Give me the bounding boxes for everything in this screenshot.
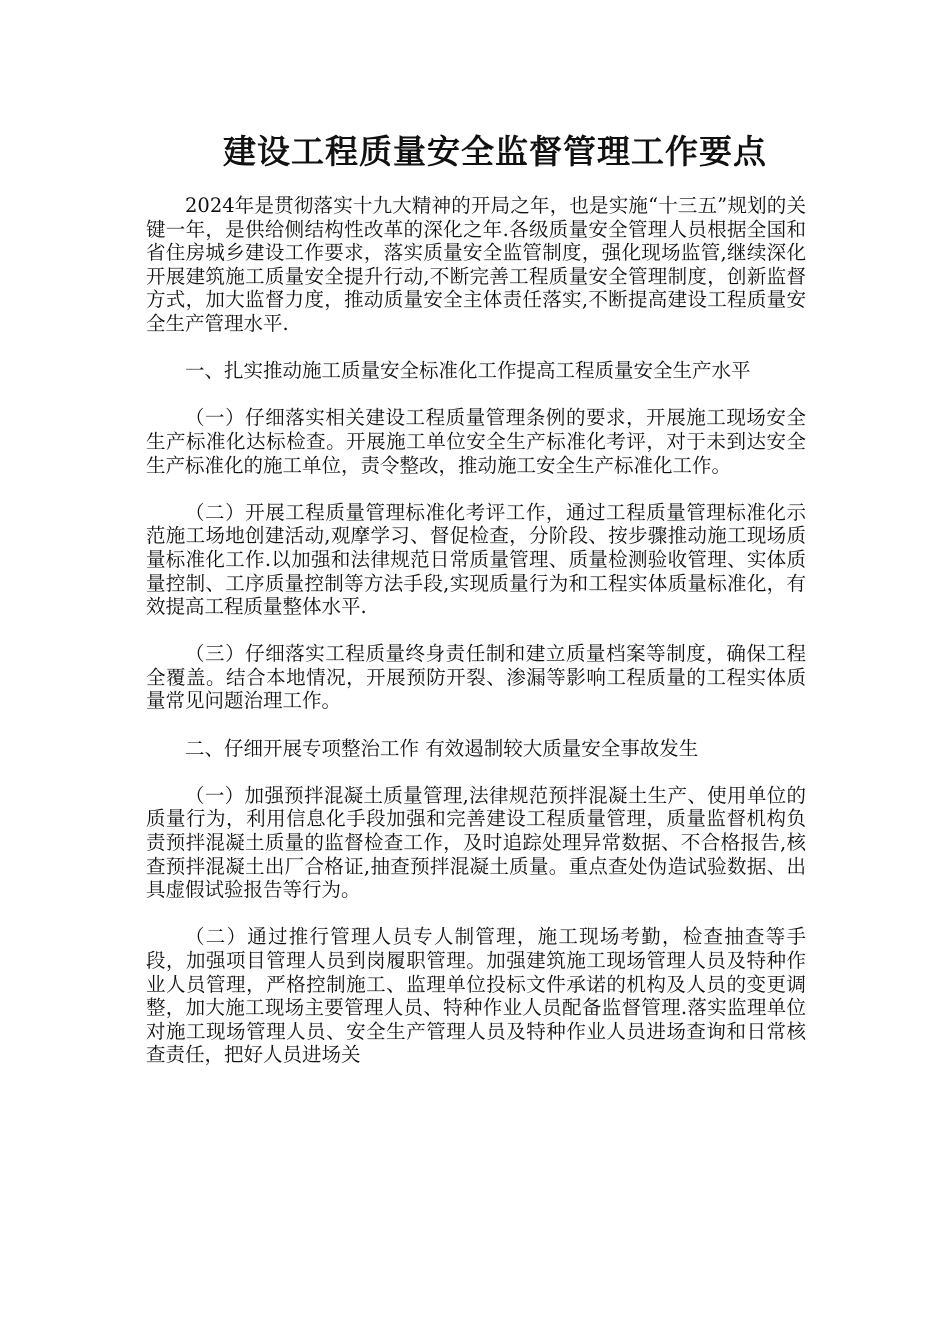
document-title: 建设工程质量安全监督管理工作要点 <box>223 132 767 171</box>
section-heading-1: 一、扎实推动施工质量安全标准化工作提高工程质量安全生产水平 <box>185 359 751 383</box>
intro-paragraph: 2024年是贯彻落实十九大精神的开局之年，也是实施“十三五”规划的关键一年，是供给侧结构性改革的深化之年.各级质量安全管理人员根据全国和省住房城乡建设工作要求，落实质量安全监管制度，强化现场监管,继续深化开展建筑施工质量安全提升行动,不断完善工程质量安全管理制度，创新监督方式，加大监督力度，推动质量安全主体责任落实,不断提高建设工程质量安全生产管理水平. <box>146 194 806 335</box>
section-1-item-1: （一）仔细落实相关建设工程质量管理条例的要求，开展施工现场安全生产标准化达标检查。开展施工单位安全生产标准化考评，对于未到达安全生产标准化的施工单位，责令整改，推动施工安全生产标准化工作。 <box>146 406 806 477</box>
section-2-item-2: （二）通过推行管理人员专人制管理，施工现场考勤，检查抽查等手段，加强项目管理人员到岗履职管理。加强建筑施工现场管理人员及特种作业人员管理，严格控制施工、监理单位投标文件承诺的机构及人员的变更调整，加大施工现场主要管理人员、特种作业人员配备监督管理.落实监理单位对施工现场管理人员、安全生产管理人员及特种作业人员进场查询和日常核查责任，把好人员进场关 <box>146 925 806 1067</box>
section-1-item-3: （三）仔细落实工程质量终身责任制和建立质量档案等制度，确保工程全覆盖。结合本地情况，开展预防开裂、渗漏等影响工程质量的工程实体质量常见问题治理工作。 <box>146 642 806 713</box>
section-1-item-2: （二）开展工程质量管理标准化考评工作，通过工程质量管理标准化示范施工场地创建活动,观摩学习、督促检查，分阶段、按步骤推动施工现场质量标准化工作.以加强和法律规范日常质量管理、质量检测验收管理、实体质量控制、工序质量控制等方法手段,实现质量行为和工程实体质量标准化，有效提高工程质量整体水平. <box>146 500 806 619</box>
document-body <box>146 194 806 1091</box>
section-heading-2: 二、仔细开展专项整治工作 有效遏制较大质量安全事故发生 <box>185 736 699 760</box>
section-2-item-1: （一）加强预拌混凝土质量管理,法律规范预拌混凝土生产、使用单位的质量行为，利用信息化手段加强和完善建设工程质量管理，质量监督机构负责预拌混凝土质量的监督检查工作，及时追踪处理异常数据、不合格报告,核查预拌混凝土出厂合格证,抽查预拌混凝土质量。重点查处伪造试验数据、出具虚假试验报告等行为。 <box>146 783 806 902</box>
